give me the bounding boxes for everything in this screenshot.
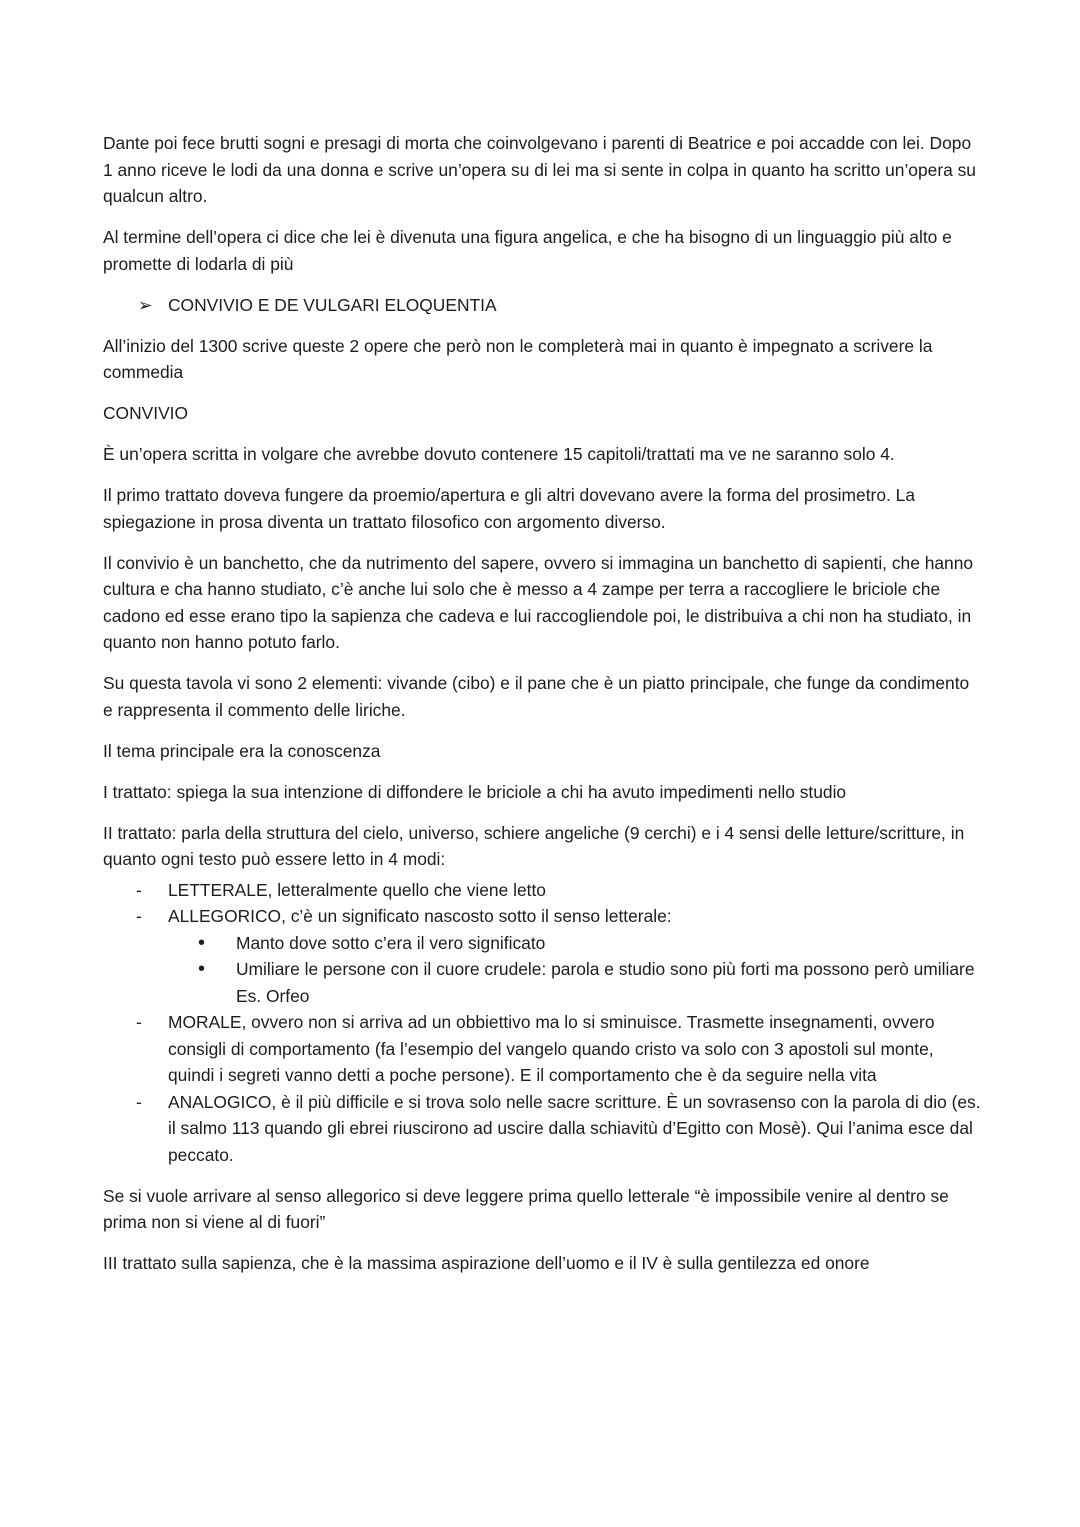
paragraph-table-elements: Su questa tavola vi sono 2 elementi: vivande (cibo) e il pane che è un piatto principale, che funge da condimento e rappresenta il commento delle liriche. xyxy=(103,673,970,720)
bullet-marker: • xyxy=(198,931,206,954)
list-item-text: MORALE, ovvero non si arriva ad un obbiettivo ma lo si sminuisce. Trasmette insegnamenti, ovvero consigli di comportamento (fa l’esempio del vangelo quando cristo va solo con 3 apostoli sul monte, quindi i segreti vanno detti a poche persone). E il comportamento che è da seguire nella vita xyxy=(168,1012,935,1085)
dash-marker: - xyxy=(136,879,142,900)
dash-marker: - xyxy=(136,906,142,926)
paragraph-dream: Dante poi fece brutti sogni e presagi di morta che coinvolgevano i parenti di Beatrice e poi accadde con lei. Dopo 1 anno riceve le lodi da una donna e scrive un’opera su di lei ma si sente in colpa in quanto ha scritto un’opera su qualcun altro. xyxy=(103,133,976,206)
list-item-text: LETTERALE, letteralmente quello che viene letto xyxy=(168,879,546,900)
paragraph-banquet: Il convivio è un banchetto, che da nutrimento del sapere, ovvero si immagina un banchetto di sapienti, che hanno cultura e cha hanno studiato, c’è anche lui solo che è messo a 4 zampe per terra a raccogliere le briciole che cadono ed esse erano tipo la sapienza che cadeva e lui raccogliendole poi, le distribuiva a chi non ha studiato, in quanto non hanno potuto farlo. xyxy=(103,552,974,652)
bullet-item-manto xyxy=(103,930,983,957)
example-orfeo: Es. Orfeo xyxy=(236,985,310,1006)
paragraph-volgare: È un’opera scritta in volgare che avrebbe dovuto contenere 15 capitoli/trattati ma ve ne saranno solo 4. xyxy=(103,444,895,464)
document-page xyxy=(103,130,983,1291)
paragraph-treatise-1: I trattato: spiega la sua intenzione di diffondere le briciole a chi ha avuto impedimenti nello studio xyxy=(103,781,847,802)
arrow-bullet-icon: ➢ xyxy=(138,294,153,315)
list-item-text: ANALOGICO, è il più difficile e si trova solo nelle sacre scritture. È un sovrasenso con la parola di dio (es. il salmo 113 quando gli ebrei riuscirono ad uscire dalla schiavitù d’Egitto con Mosè). Qui l’anima esce dal peccato. xyxy=(168,1091,981,1165)
list-item-analogico xyxy=(103,1089,983,1169)
list-item-allegorico xyxy=(103,903,983,930)
paragraph-main-theme: Il tema principale era la conoscenza xyxy=(103,740,381,761)
paragraph-allegoric-reading: Se si vuole arrivare al senso allegorico si deve leggere prima quello letterale “è impossibile venire al dentro se prima non si viene al di fuori” xyxy=(103,1185,949,1232)
dash-marker: - xyxy=(136,1012,142,1032)
paragraph-works-1300: All’inizio del 1300 scrive queste 2 opere che però non le completerà mai in quanto è impegnato a scrivere la commedia xyxy=(103,335,933,382)
bullet-marker: • xyxy=(198,958,206,980)
paragraph-treatise-3-4: III trattato sulla sapienza, che è la massima aspirazione dell’uomo e il IV è sulla gentilezza ed onore xyxy=(103,1253,870,1273)
allegorico-bullets xyxy=(103,930,983,983)
paragraph-first-treatise: Il primo trattato doveva fungere da proemio/apertura e gli altri dovevano avere la forma del prosimetro. La spiegazione in prosa diventa un trattato filosofico con argomento diverso. xyxy=(103,485,915,532)
bullet-item-text: Manto dove sotto c’era il vero significato xyxy=(236,932,546,953)
list-item-text: ALLEGORICO, c’è un significato nascosto sotto il senso letterale: xyxy=(168,906,672,926)
list-item-letterale xyxy=(103,877,983,904)
bullet-item-text: Umiliare le persone con il cuore crudele: parola e studio sono più forti ma possono però umiliare xyxy=(236,959,975,979)
allegorico-sublist xyxy=(103,930,983,1010)
section-heading xyxy=(103,292,983,319)
bullet-item-umiliare xyxy=(103,956,983,983)
section-heading-text: CONVIVIO E DE VULGARI ELOQUENTIA xyxy=(168,294,497,315)
subheading-convivio: CONVIVIO xyxy=(103,403,189,423)
paragraph-angelic-figure: Al termine dell’opera ci dice che lei è divenuta una figura angelica, e che ha bisogno di un linguaggio più alto e promette di lodarla di più xyxy=(103,227,952,274)
list-item-morale xyxy=(103,1009,983,1089)
dash-marker: - xyxy=(136,1091,142,1112)
paragraph-treatise-2: II trattato: parla della struttura del cielo, universo, schiere angeliche (9 cerchi) e i 4 sensi delle letture/scritture, in quanto ogni testo può essere letto in 4 modi: xyxy=(103,822,965,869)
senses-list xyxy=(103,877,983,1169)
